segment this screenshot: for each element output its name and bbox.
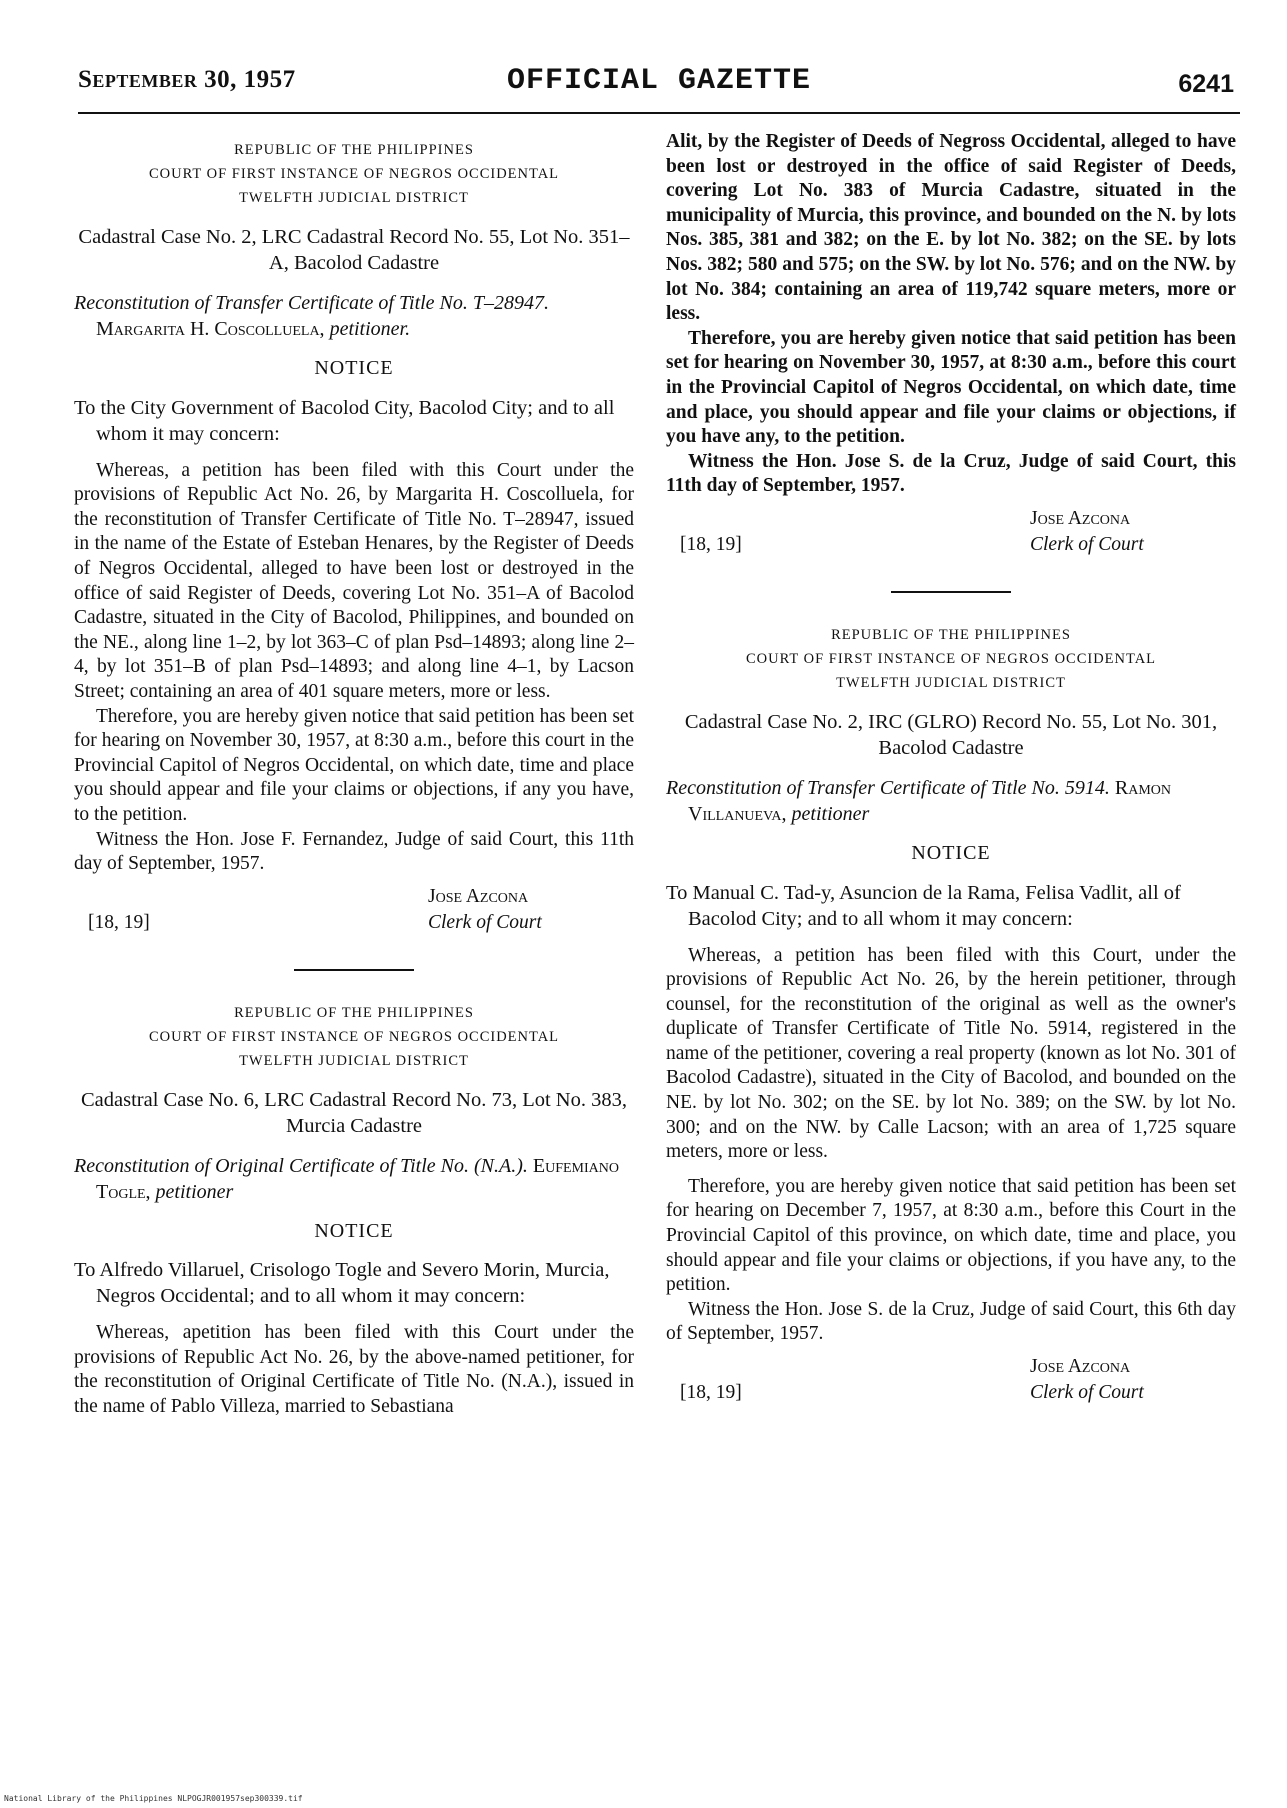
caption-line: COURT OF FIRST INSTANCE OF NEGROS OCCIDENTAL	[148, 166, 560, 182]
issue-reference: [18, 19]	[88, 911, 150, 933]
caption-line: TWELFTH JUDICIAL DISTRICT	[239, 190, 469, 206]
issue-reference: [18, 19]	[680, 533, 742, 555]
signer-title: Clerk of Court	[1030, 533, 1144, 555]
therefore-paragraph: Therefore, you are hereby given notice that said petition has been set for hearing on December 7, 1957, at 8:30 a.m., before this Court in the Provincial Capitol of this province, on which date, time and place, you should appear and file your claims or objections, if you have any, to the petition.	[666, 1175, 1236, 1296]
court-caption	[74, 138, 634, 210]
witness-paragraph: Witness the Hon. Jose S. de la Cruz, Judge of said Court, this 11th day of September, 1957.	[666, 450, 1236, 497]
left-column	[74, 130, 634, 1420]
case-title: Cadastral Case No. 2, IRC (GLRO) Record No. 55, Lot No. 301, Bacolod Cadastre	[684, 710, 1218, 759]
scan-source-footer: National Library of the Philippines NLPOGJR001957sep300339.tif	[4, 1794, 303, 1803]
petitioner-role: petitioner	[155, 1180, 234, 1203]
signature-block	[74, 885, 634, 941]
court-caption	[666, 623, 1236, 695]
petitioner-name: Margarita H. Coscolluela,	[96, 318, 325, 340]
recon-text: Reconstitution of Transfer Certificate of Title No. 5914.	[666, 776, 1110, 799]
signer-name: Jose Azcona	[428, 885, 529, 907]
whereas-paragraph-continued: Alit, by the Register of Deeds of Negross Occidental, alleged to have been lost or destroyed in the office of said Register of Deeds, covering Lot No. 383 of Murcia Cadastre, situated in the municipality of Murcia, this province, and bounded on the N. by lots Nos. 385, 381 and 382; on the E. by lot No. 382; on the SE. by lots Nos. 382; 580 and 575; on the SW. by lot No. 576; and on the NW. by lot No. 384; containing an area of 119,742 square meters, more or less.	[666, 131, 1236, 325]
notice-heading: NOTICE	[314, 1219, 394, 1242]
reconstitution-title	[666, 775, 1236, 827]
signature-block	[666, 1355, 1236, 1411]
caption-line: TWELFTH JUDICIAL DISTRICT	[836, 674, 1066, 691]
header-rule	[78, 112, 1240, 114]
recon-text: Reconstitution of Transfer Certificate of Title No. T–28947.	[74, 292, 550, 314]
petitioner-role: petitioner.	[329, 318, 411, 340]
issue-reference: [18, 19]	[680, 1382, 742, 1403]
signer-title: Clerk of Court	[428, 911, 542, 933]
signature-block	[666, 507, 1236, 563]
issue-date: September 30, 1957	[78, 66, 296, 93]
addressee: To the City Government of Bacolod City, Bacolod City; and to all whom it may concern:	[74, 396, 615, 445]
case-title: Cadastral Case No. 2, LRC Cadastral Record No. 55, Lot No. 351–A, Bacolod Cadastre	[78, 226, 630, 274]
notice-separator	[294, 969, 414, 971]
notice-heading: NOTICE	[314, 357, 394, 379]
court-caption	[74, 1001, 634, 1073]
whereas-paragraph: Whereas, a petition has been filed with this Court under the provisions of Republic Act No. 26, by Margarita H. Coscolluela, for the reconstitution of Transfer Certificate of Title No. T–28947, issued in the name of the Estate of Esteban Henares, by the Register of Deeds of Negros Occidental, alleged to have been lost or destroyed in the office of said Register of Deeds, covering Lot No. 351–A of Bacolod Cadastre, situated in the City of Bacolod, Philippines, and bounded on the NE., along line 1–2, by lot 363–C of plan Psd–14893; along line 2–4, by lot 351–B of plan Psd–14893; and along line 4–1, by Lacson Street; containing an area of 401 square meters, more or less.	[74, 459, 634, 702]
notice-coscolluela	[74, 138, 634, 941]
case-title: Cadastral Case No. 6, LRC Cadastral Record No. 73, Lot No. 383, Murcia Cadastre	[80, 1088, 627, 1137]
caption-line: COURT OF FIRST INSTANCE OF NEGROS OCCIDENTAL	[148, 1028, 560, 1045]
caption-line: COURT OF FIRST INSTANCE OF NEGROS OCCIDENTAL	[745, 650, 1157, 667]
signer-name: Jose Azcona	[1030, 507, 1131, 529]
caption-line: REPUBLIC OF THE PHILIPPINES	[831, 626, 1071, 643]
page-number: 6241	[1178, 70, 1234, 98]
notice-separator	[891, 591, 1011, 593]
addressee: To Alfredo Villaruel, Crisologo Togle and Severo Morin, Murcia, Negros Occidental; and to all whom it may concern:	[74, 1259, 610, 1308]
notice-villanueva	[666, 623, 1236, 1411]
whereas-paragraph: Whereas, a petition has been filed with this Court, under the provisions of Republic Act No. 26, by the herein petitioner, through counsel, for the reconstitution of the original as well as the owner's duplicate of Transfer Certificate of Title No. 5914, registered in the name of the petitioner, covering a real property (known as lot No. 301 of Bacolod Cadastre), situated in the City of Bacolod, and bounded on the NE. by lot No. 302; on the SE. by lot No. 389; on the SW. by lot No. 300; and on the NW. by Calle Lacson; with an area of 1,725 square meters, more or less.	[666, 944, 1236, 1163]
petitioner-name: Ramon Villanueva,	[688, 776, 1172, 825]
witness-paragraph: Witness the Hon. Jose F. Fernandez, Judge of said Court, this 11th day of September, 1957.	[74, 828, 634, 875]
notice-heading: NOTICE	[911, 841, 991, 864]
reconstitution-title	[74, 290, 634, 342]
publication-title: OFFICIAL GAZETTE	[506, 64, 812, 98]
therefore-paragraph: Therefore, you are hereby given notice that said petition has been set for hearing on November 30, 1957, at 8:30 a.m., before this court in the Provincial Capitol of Negros Occidental, on which date, time and place, you should appear and file your claims or objections, if you have any, to the petition.	[666, 327, 1236, 448]
notice-togle-continued	[666, 130, 1236, 563]
petitioner-name: Eufemiano Togle,	[96, 1154, 619, 1203]
caption-line: REPUBLIC OF THE PHILIPPINES	[234, 142, 474, 158]
caption-line: TWELFTH JUDICIAL DISTRICT	[239, 1052, 469, 1069]
whereas-paragraph: Whereas, apetition has been filed with this Court under the provisions of Republic Act No. 26, by the above-named petitioner, for the reconstitution of Original Certificate of Title No. (N.A.), issued in the name of Pablo Villeza, married to Sebastiana	[74, 1322, 634, 1418]
addressee: To Manual C. Tad-y, Asuncion de la Rama, Felisa Vadlit, all of Bacolod City; and to all whom it may concern:	[666, 881, 1181, 930]
recon-text: Reconstitution of Original Certificate of Title No. (N.A.).	[74, 1154, 528, 1177]
therefore-paragraph: Therefore, you are hereby given notice that said petition has been set for hearing on November 30, 1957, at 8:30 a.m., before this court in the Provincial Capitol of Negros Occidental, on which date, time and place you should appear and file your claims or objections, if any you have, to the petition.	[74, 705, 634, 825]
notice-togle	[74, 1001, 634, 1420]
page-header	[78, 62, 1240, 108]
reconstitution-title	[74, 1153, 634, 1205]
witness-paragraph: Witness the Hon. Jose S. de la Cruz, Judge of said Court, this 6th day of September, 1957.	[666, 1298, 1236, 1345]
signer-title: Clerk of Court	[1030, 1382, 1144, 1403]
right-column	[666, 130, 1236, 1411]
caption-line: REPUBLIC OF THE PHILIPPINES	[234, 1004, 474, 1021]
petitioner-role: petitioner	[791, 802, 870, 825]
signer-name: Jose Azcona	[1030, 1356, 1131, 1377]
